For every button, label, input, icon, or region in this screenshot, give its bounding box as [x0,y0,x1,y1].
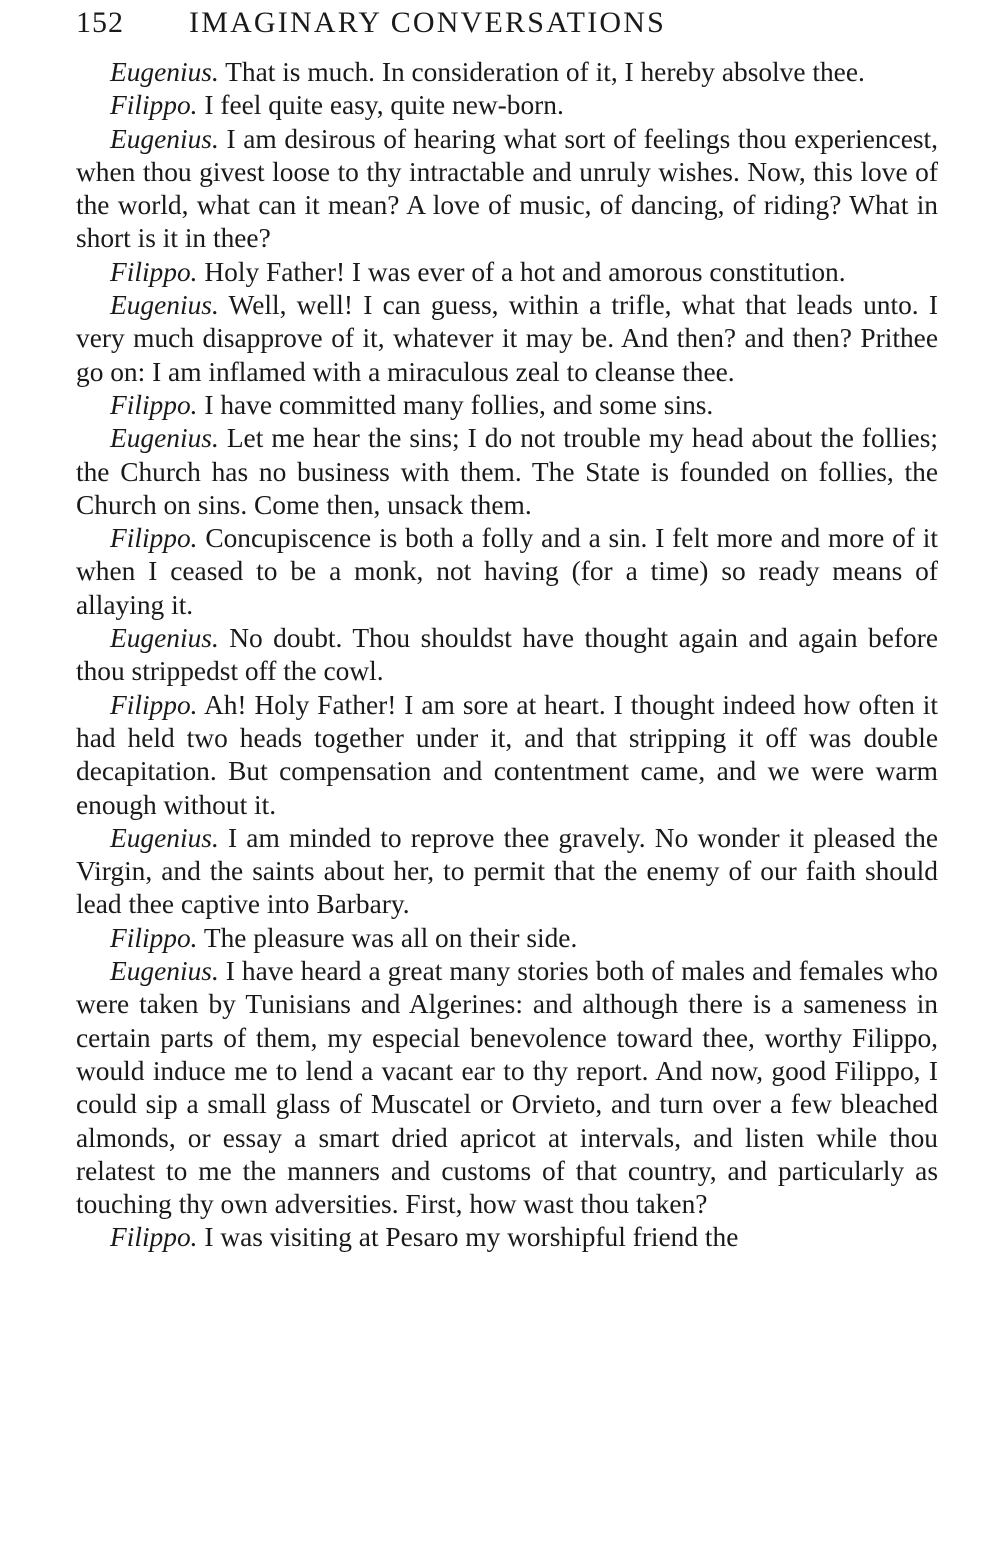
speaker-name: Filippo. [110,689,198,720]
dialogue-paragraph [76,522,938,622]
speech-text: Ah! Holy Father! I am sore at heart. I thought indeed how often it had held two heads together under it, and that stripping it off was double decapitation. But compensation and contentment came, and we were warm enough without it. [76,689,938,820]
dialogue-paragraph [76,289,938,389]
speech-text: That is much. In consideration of it, I hereby absolve thee. [225,57,865,87]
speaker-name: Filippo. [110,256,198,287]
speech-text: No doubt. Thou shouldst have thought again and again before thou strippedst off the cowl. [76,623,938,687]
speaker-name: Eugenius. [110,57,219,87]
speech-text: I was visiting at Pesaro my worshipful friend the [204,1222,739,1253]
speech-text: I have heard a great many stories both of males and females who were taken by Tunisians and Algerines: and although there is a sameness in certain parts of them, my especial benevolence toward thee, worthy Filippo, would induce me to lend a vacant ear to thy report. And now, good Filippo, I could sip a small glass of Muscatel or Orvieto, and turn over a few bleached almonds, or essay a smart dried apricot at intervals, and listen while thou relatest to me the manners and customs of that country, and particularly as touching thy own adversities. First, how wast thou taken? [76,956,938,1220]
speech-text: I have committed many follies, and some sins. [204,389,714,420]
dialogue-paragraph [76,922,938,955]
running-title: IMAGINARY CONVERSATIONS [189,6,667,39]
speaker-name: Eugenius. [110,123,219,154]
speaker-name: Eugenius. [110,956,219,987]
dialogue-paragraph [76,389,938,422]
page-number: 152 [76,6,124,39]
speaker-name: Eugenius. [110,290,219,321]
speech-text: I am desirous of hearing what sort of feelings thou experiencest, when thou givest loose to thy intractable and unruly wishes. Now, this love of the world, what can it mean? A love of music, of dancing, of riding? What in short is it in thee? [76,123,938,254]
dialogue-paragraph [76,89,938,122]
speech-text: Concupiscence is both a folly and a sin. I felt more and more of it when I ceased to be a monk, not having (for a time) so ready means of allaying it. [76,523,938,620]
speech-text: I am minded to reprove thee gravely. No wonder it pleased the Virgin, and the saints about her, to permit that the enemy of our faith should lead thee captive into Barbary. [76,822,938,920]
speech-text: I feel quite easy, quite new-born. [204,90,564,121]
dialogue-paragraph [76,955,938,1221]
speaker-name: Filippo. [110,389,198,420]
dialogue-body [76,56,938,1255]
dialogue-paragraph [76,256,938,289]
speech-text: Well, well! I can guess, within a trifle, what that leads unto. I very much disapprove of it, whatever it may be. And then? and then? Prithee go on: I am inflamed with a miraculous zeal to cleanse thee. [76,290,938,387]
speech-text: The pleasure was all on their side. [203,922,578,953]
speaker-name: Eugenius. [110,822,219,853]
dialogue-paragraph [76,56,938,89]
running-head [76,0,938,56]
dialogue-paragraph [76,689,938,822]
speaker-name: Eugenius. [110,423,219,454]
dialogue-paragraph [76,822,938,922]
speaker-name: Eugenius. [110,623,219,654]
book-page [76,0,938,1255]
speaker-name: Filippo. [110,90,198,121]
speech-text: Let me hear the sins; I do not trouble my head about the follies; the Church has no business with them. The State is founded on follies, the Church on sins. Come then, unsack them. [76,423,938,520]
dialogue-paragraph [76,422,938,522]
speech-text: Holy Father! I was ever of a hot and amorous constitution. [204,256,846,287]
speaker-name: Filippo. [110,523,198,554]
speaker-name: Filippo. [110,1222,198,1253]
dialogue-paragraph [76,1221,938,1254]
dialogue-paragraph [76,123,938,256]
speaker-name: Filippo. [110,922,198,953]
dialogue-paragraph [76,622,938,689]
